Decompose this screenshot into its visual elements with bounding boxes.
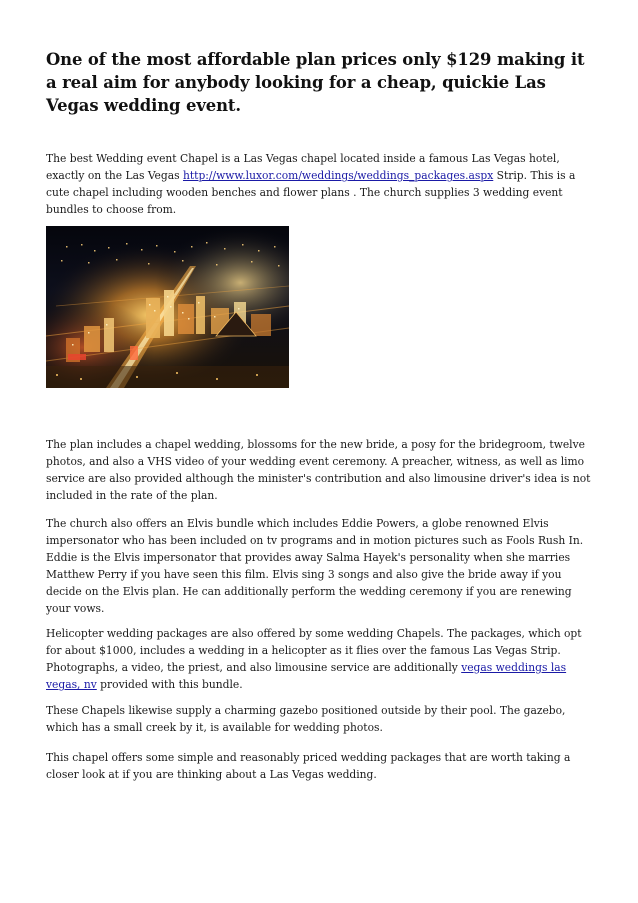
- paragraph-helicopter-text-start: Helicopter wedding packages are also offered by some wedding Chapels. The packages, which opt for about $1000, includes a wedding in a helicopter as it flies over the famous Las Vegas Strip. Photographs, a video, the priest, and also limousine service are additionally: [46, 627, 582, 674]
- paragraph-elvis-bundle: The church also offers an Elvis bundle which includes Eddie Powers, a globe renowned Elvis impersonator who has been included on tv programs and in motion pictures such as Fools Rush In. Eddie is the Elvis impersonator that provides away Salma Hayek's personality when she marries Matthew Perry if you have seen this film. Elvis sing 3 songs and also give the bride away if you decide on the Elvis plan. He can additionally perform the wedding ceremony if you are renewing your vows.: [46, 517, 584, 615]
- paragraph-helicopter-packages: [46, 625, 598, 693]
- paragraph-intro-text-end: Strip. This is a cute chapel including wooden benches and flower plans . The church supplies 3 wedding event bundles to choose from.: [46, 169, 576, 216]
- paragraph-plan-includes: The plan includes a chapel wedding, blossoms for the new bride, a posy for the bridegroom, twelve photos, and also a VHS video of your wedding event ceremony. A preacher, witness, as well as limo service are also provided although the minister's contribution and also limousine driver's idea is not included in the rate of the plan.: [46, 438, 591, 502]
- paragraph-gazebo: These Chapels likewise supply a charming gazebo positioned outside by their pool. The gazebo, which has a small creek by it, is available for wedding photos.: [46, 704, 566, 734]
- vegas-weddings-link[interactable]: vegas weddings las vegas, nv: [46, 661, 567, 691]
- luxor-wedding-packages-link[interactable]: http://www.luxor.com/weddings/weddings_packages.aspx: [182, 169, 494, 182]
- las-vegas-strip-photo: [46, 226, 289, 388]
- paragraph-helicopter-text-end: provided with this bundle.: [96, 678, 243, 691]
- paragraph-intro-text-start: The best Wedding event Chapel is a Las Vegas chapel located inside a famous Las Vegas hotel, exactly on the Las Vegas: [46, 152, 560, 182]
- paragraph-intro: [46, 150, 598, 218]
- paragraph-closing: This chapel offers some simple and reasonably priced wedding packages that are worth taking a closer look at if you are thinking about a Las Vegas wedding.: [46, 751, 571, 781]
- document-title: One of the most affordable plan prices only $129 making it a real aim for anybody looking for a cheap, quickie Las Vegas wedding event.: [46, 50, 585, 115]
